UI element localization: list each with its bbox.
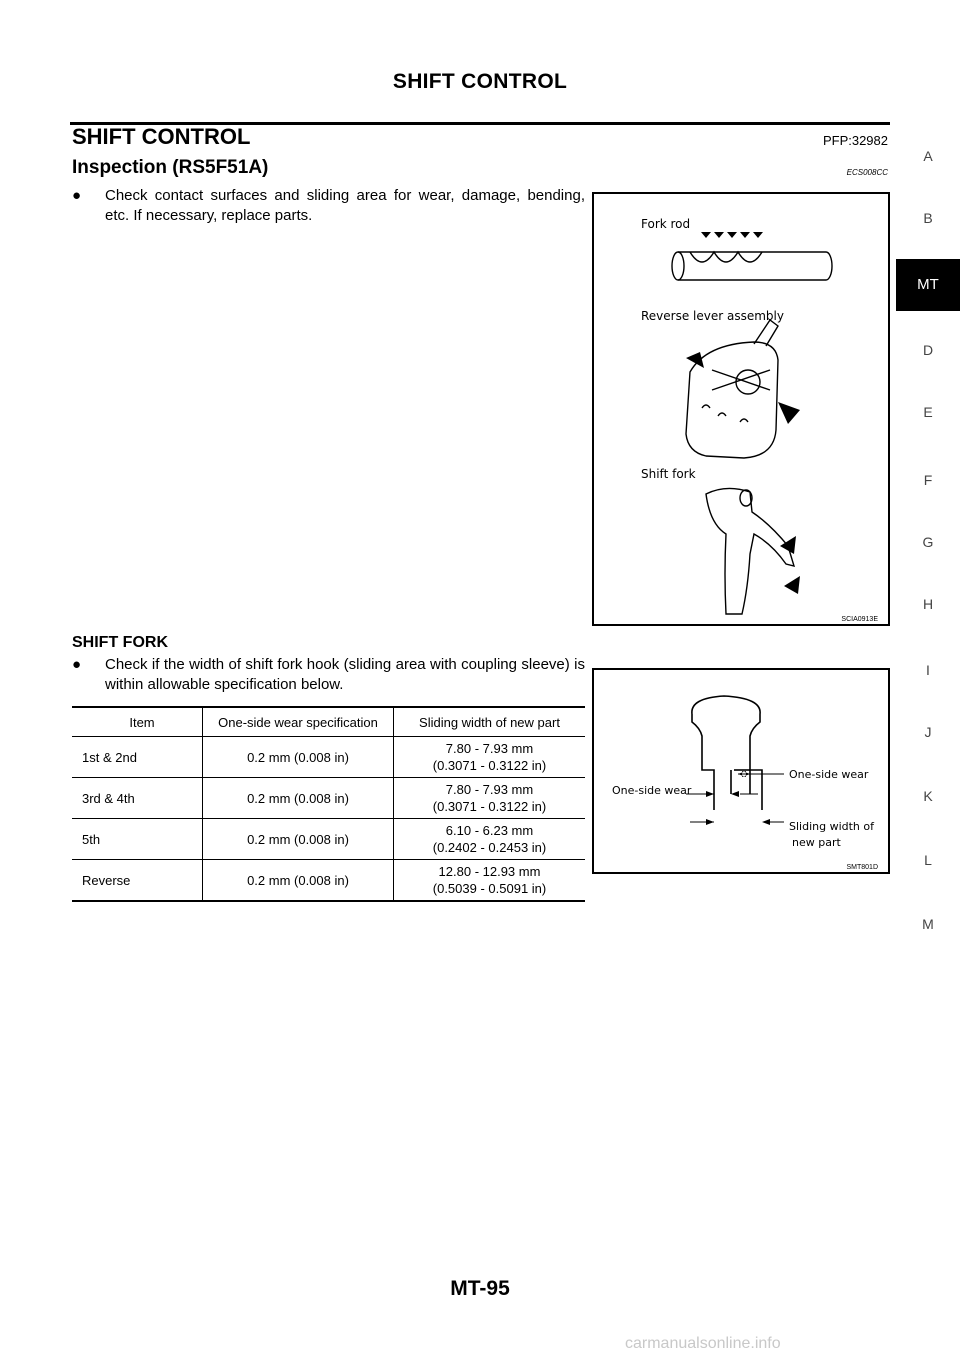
row-wear: 0.2 mm (0.008 in) xyxy=(203,737,394,778)
hook-drawing xyxy=(692,696,762,810)
shift-fork-bullet xyxy=(72,655,585,695)
index-letter-b[interactable]: B xyxy=(923,210,933,226)
row-sliding-width xyxy=(394,778,586,819)
section-title: SHIFT CONTROL xyxy=(72,124,251,149)
one-side-wear-left-label: One-side wear xyxy=(612,784,692,797)
index-letter-k[interactable]: K xyxy=(923,788,933,804)
index-letter-m[interactable]: M xyxy=(922,916,934,932)
row-item: 5th xyxy=(72,819,203,860)
table-row xyxy=(72,778,585,819)
inspection-bullet xyxy=(72,186,585,226)
sliding-width-label-1: Sliding width of xyxy=(789,820,875,833)
index-letter-g[interactable]: G xyxy=(922,534,934,550)
wear-arrows xyxy=(701,232,763,238)
index-letter-f[interactable]: F xyxy=(923,472,933,488)
sliding-width-label-2: new part xyxy=(792,836,841,849)
hook-illustration xyxy=(594,670,888,872)
inspection-illustration xyxy=(594,194,888,624)
figure-code: SCIA0913E xyxy=(841,616,878,623)
inspection-title: Inspection (RS5F51A) xyxy=(72,157,269,178)
shift-fork-bullet-text: Check if the width of shift fork hook (sliding area with coupling sleeve) is within allowable specification below. xyxy=(105,656,585,693)
table-row xyxy=(72,819,585,860)
page-header: SHIFT CONTROL xyxy=(392,70,568,93)
ecs-code: ECS008CC xyxy=(846,168,888,177)
row-wear: 0.2 mm (0.008 in) xyxy=(203,860,394,902)
table-header-row xyxy=(72,707,585,737)
width-in: (0.2402 - 0.2453 in) xyxy=(432,840,547,855)
page-number: MT-95 xyxy=(450,1277,510,1300)
index-letter-l[interactable]: L xyxy=(924,852,932,868)
reverse-lever-label: Reverse lever assembly xyxy=(641,309,784,323)
index-letter-e[interactable]: E xyxy=(923,404,933,420)
index-letter-h[interactable]: H xyxy=(922,596,934,612)
shift-fork-drawing xyxy=(706,488,794,614)
width-in: (0.3071 - 0.3122 in) xyxy=(432,758,547,773)
fork-rod-label: Fork rod xyxy=(641,217,691,231)
index-letter-i[interactable]: I xyxy=(926,662,930,678)
spec-table xyxy=(72,706,585,902)
width-in: (0.5039 - 0.5091 in) xyxy=(432,881,547,896)
dimension-lines xyxy=(686,774,784,822)
shift-fork-title: SHIFT FORK xyxy=(72,634,168,651)
bullet-icon: ● xyxy=(72,656,82,673)
inspection-bullet-text: Check contact surfaces and sliding area for wear, damage, bending, etc. If necessary, replace parts. xyxy=(105,187,585,224)
watermark: carmanualsonline.info xyxy=(625,1335,781,1352)
width-mm: 7.80 - 7.93 mm xyxy=(445,741,534,756)
reverse-lever-drawing xyxy=(686,320,778,458)
table-row xyxy=(72,860,585,902)
index-letter-d[interactable]: D xyxy=(922,342,934,358)
row-sliding-width xyxy=(394,737,586,778)
inspection-figure xyxy=(592,192,890,626)
row-wear: 0.2 mm (0.008 in) xyxy=(203,778,394,819)
one-side-wear-right-label: One-side wear xyxy=(789,768,869,781)
pfp-code: PFP:32982 xyxy=(822,133,888,148)
figure-code: SMT801D xyxy=(846,864,878,871)
index-tab-active[interactable]: MT xyxy=(896,259,960,311)
index-letter-j[interactable]: J xyxy=(924,724,932,740)
row-item: 3rd & 4th xyxy=(72,778,203,819)
lever-arrows xyxy=(686,352,800,424)
row-item: 1st & 2nd xyxy=(72,737,203,778)
table-row xyxy=(72,737,585,778)
header-sliding-width: Sliding width of new part xyxy=(394,707,586,737)
bullet-icon: ● xyxy=(72,187,82,204)
header-item: Item xyxy=(72,707,203,737)
shift-fork-label: Shift fork xyxy=(641,467,696,481)
header-wear: One-side wear specification xyxy=(203,707,394,737)
row-sliding-width xyxy=(394,860,586,902)
row-sliding-width xyxy=(394,819,586,860)
width-mm: 6.10 - 6.23 mm xyxy=(445,823,534,838)
width-in: (0.3071 - 0.3122 in) xyxy=(432,799,547,814)
width-mm: 7.80 - 7.93 mm xyxy=(445,782,534,797)
fork-rod-drawing xyxy=(672,252,832,280)
dimension-arrows xyxy=(706,771,770,825)
width-mm: 12.80 - 12.93 mm xyxy=(438,864,541,879)
row-item: Reverse xyxy=(72,860,203,902)
row-wear: 0.2 mm (0.008 in) xyxy=(203,819,394,860)
shift-fork-hook-figure xyxy=(592,668,890,874)
index-letter-a[interactable]: A xyxy=(923,148,933,164)
